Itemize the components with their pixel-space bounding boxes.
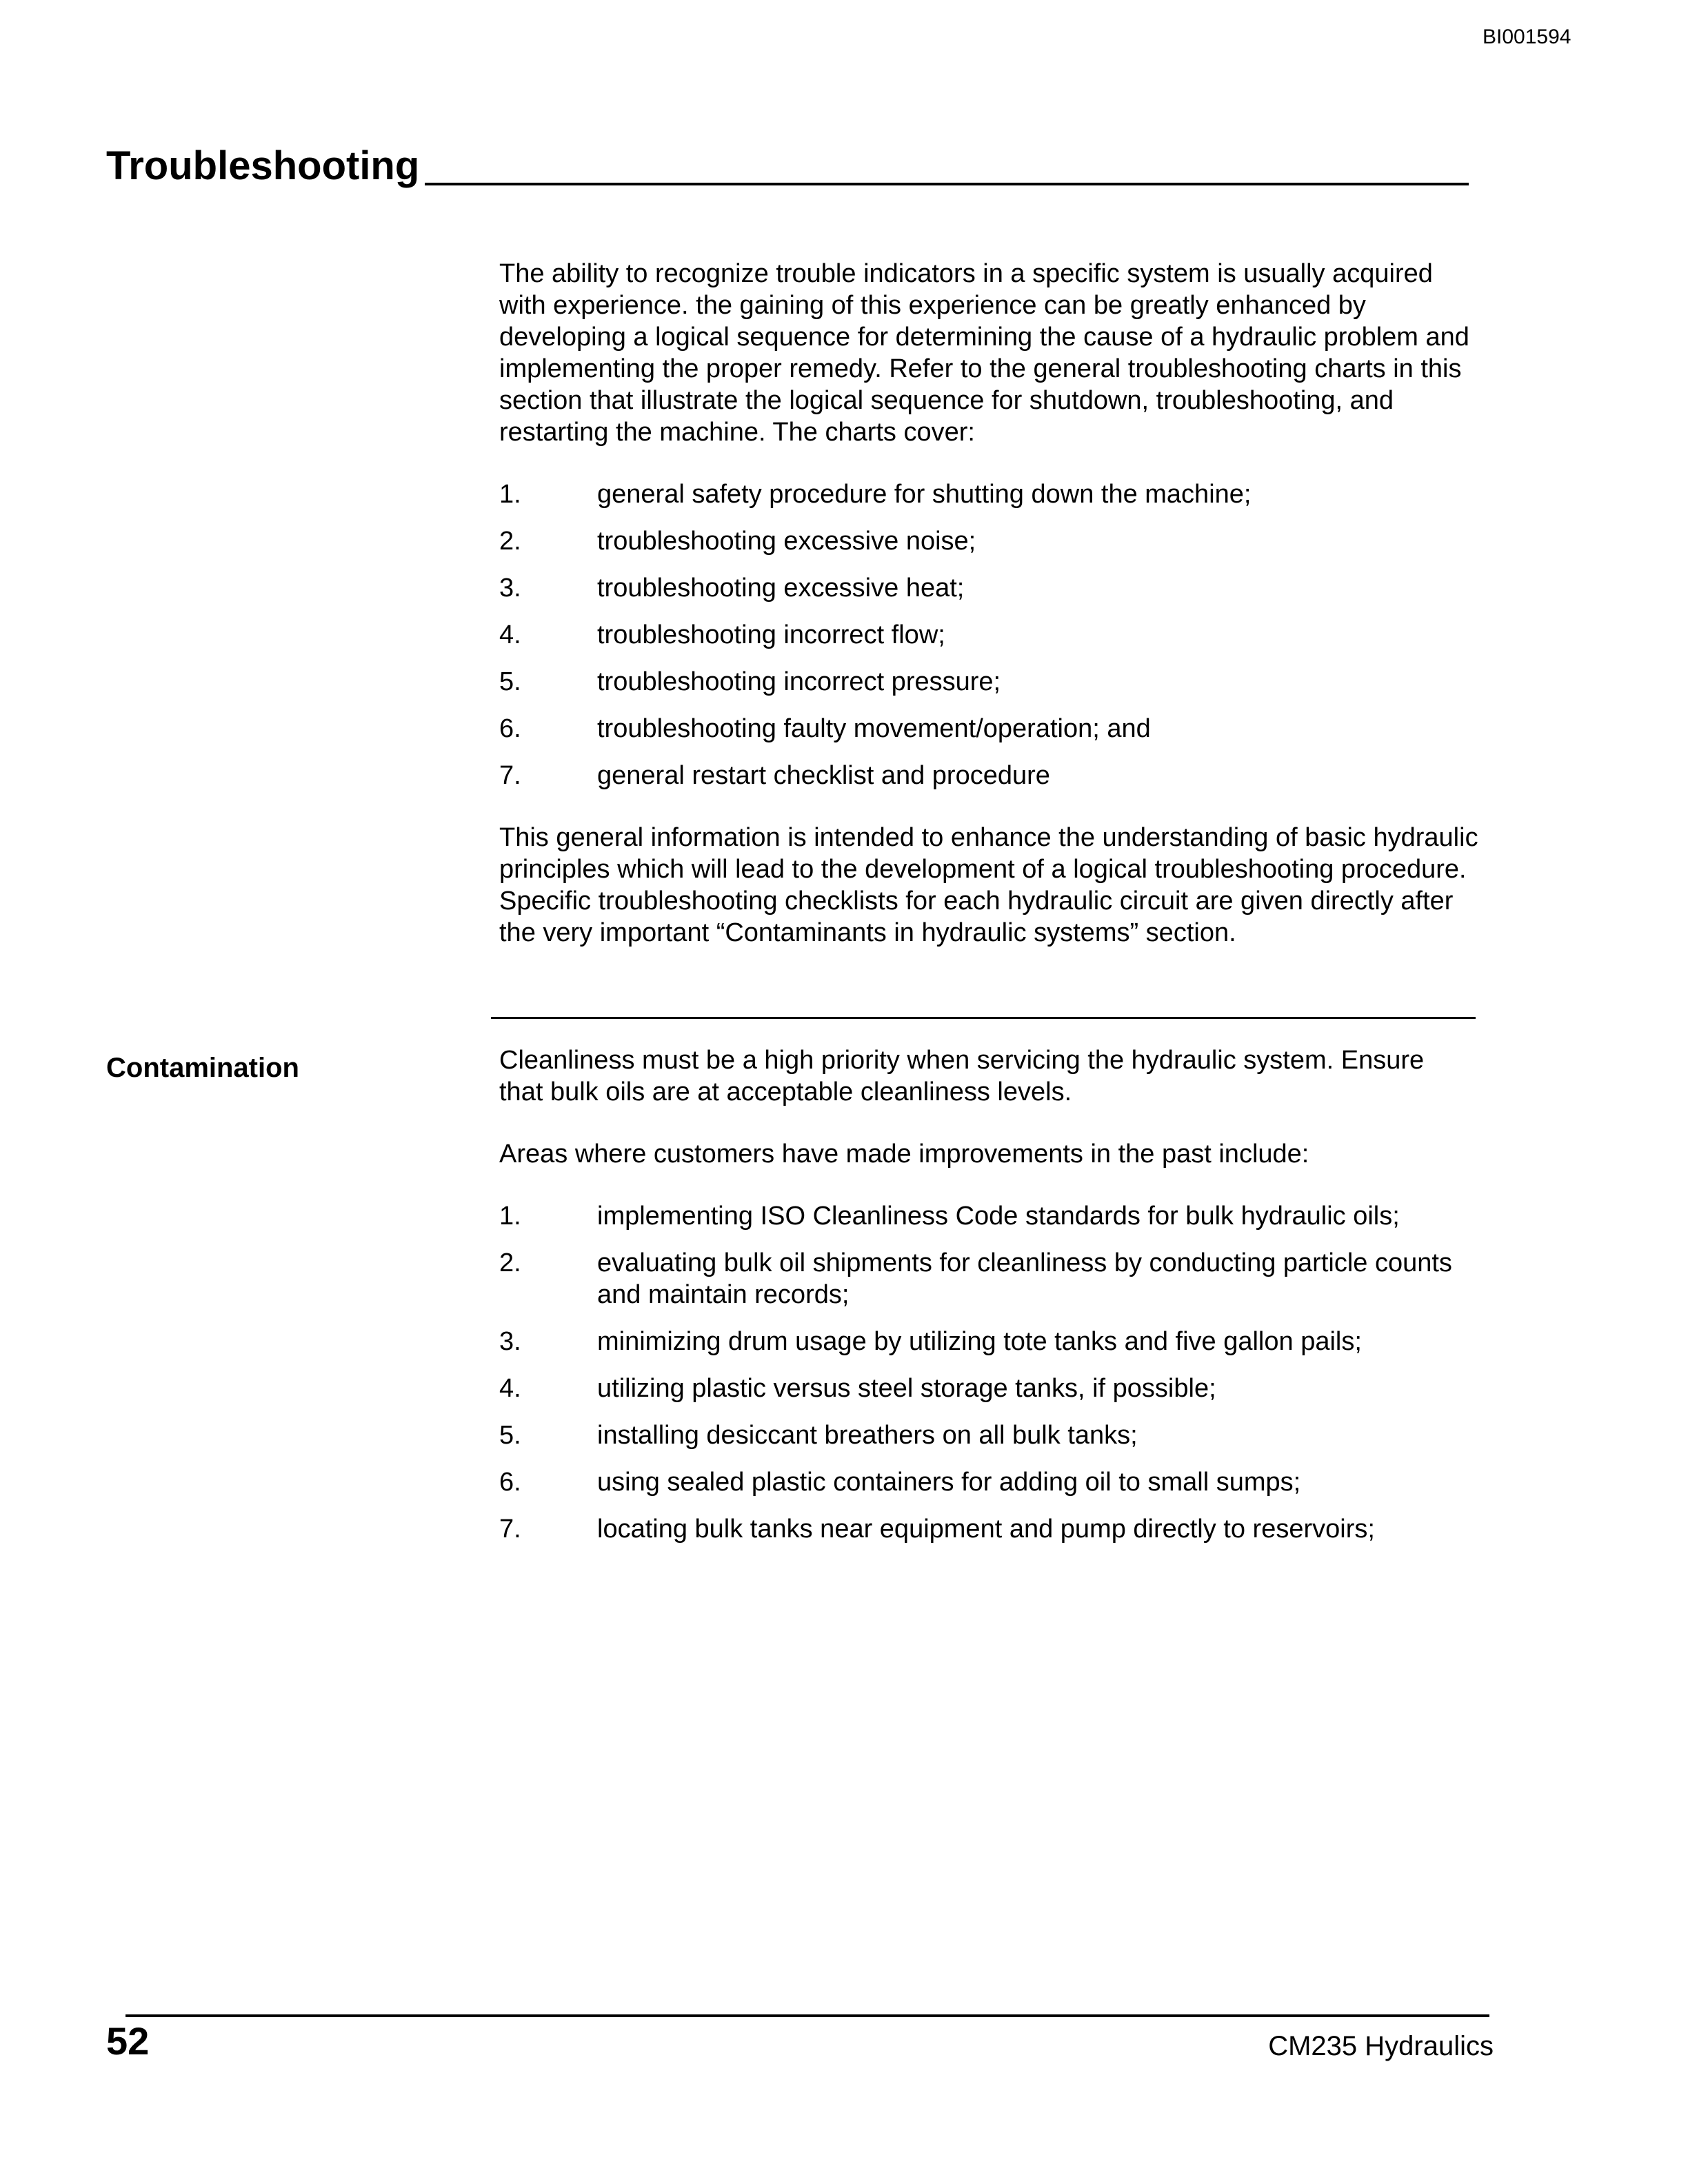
title-rule bbox=[425, 183, 1469, 185]
intro-section bbox=[499, 258, 1478, 949]
list-item-text: troubleshooting incorrect flow; bbox=[597, 620, 945, 649]
list-item bbox=[499, 619, 1478, 651]
list-item-number: 6. bbox=[499, 1468, 521, 1497]
intro-closing-paragraph: This general information is intended to enhance the understanding of basic hydraulic principles which will lead to the development of a logical troubleshooting procedure. Specific troubleshooting checklists for each hydraulic circuit are given directly after the very important “Contaminants in hydraulic systems” section. bbox=[499, 823, 1478, 947]
list-item-number: 1. bbox=[499, 1202, 521, 1231]
list-item-number: 3. bbox=[499, 574, 521, 603]
list-item-number: 6. bbox=[499, 714, 521, 743]
document-id: BI001594 bbox=[1483, 26, 1571, 48]
list-item-number: 1. bbox=[499, 480, 521, 509]
list-item bbox=[499, 666, 1478, 698]
list-item bbox=[499, 1513, 1465, 1545]
list-item bbox=[499, 1200, 1465, 1232]
list-item-text: troubleshooting excessive heat; bbox=[597, 574, 965, 603]
list-item bbox=[499, 1373, 1465, 1404]
list-item-text: installing desiccant breathers on all bulk tanks; bbox=[597, 1421, 1138, 1450]
list-item-text: troubleshooting faulty movement/operation; and bbox=[597, 714, 1151, 743]
list-item-text: locating bulk tanks near equipment and pump directly to reservoirs; bbox=[597, 1515, 1375, 1544]
list-item-number: 2. bbox=[499, 527, 521, 556]
list-item bbox=[499, 525, 1478, 557]
list-item bbox=[499, 1247, 1465, 1311]
list-item bbox=[499, 478, 1478, 510]
list-item bbox=[499, 713, 1478, 745]
list-item-text: troubleshooting incorrect pressure; bbox=[597, 667, 1001, 696]
contamination-paragraph: Cleanliness must be a high priority when servicing the hydraulic system. Ensure that bulk oils are at acceptable cleanliness levels. bbox=[499, 1046, 1425, 1106]
list-item bbox=[499, 1419, 1465, 1451]
list-item-text: utilizing plastic versus steel storage tanks, if possible; bbox=[597, 1374, 1216, 1403]
list-item-number: 3. bbox=[499, 1327, 521, 1356]
list-item-number: 2. bbox=[499, 1248, 521, 1277]
section-heading-contamination: Contamination bbox=[106, 1053, 299, 1083]
improvements-list bbox=[499, 1200, 1465, 1545]
list-item bbox=[499, 1466, 1465, 1498]
page-number: 52 bbox=[106, 2019, 150, 2063]
list-item-number: 5. bbox=[499, 667, 521, 696]
list-item-text: evaluating bulk oil shipments for cleanliness by conducting particle counts and maintain records; bbox=[597, 1248, 1452, 1309]
list-item-text: general restart checklist and procedure bbox=[597, 761, 1050, 790]
list-item bbox=[499, 1326, 1465, 1357]
footer-document-title: CM235 Hydraulics bbox=[1268, 2031, 1494, 2061]
list-item-text: implementing ISO Cleanliness Code standards for bulk hydraulic oils; bbox=[597, 1202, 1400, 1231]
list-item-text: troubleshooting excessive noise; bbox=[597, 527, 976, 556]
list-item bbox=[499, 572, 1478, 604]
section-divider bbox=[491, 1017, 1476, 1019]
list-item-text: using sealed plastic containers for adding oil to small sumps; bbox=[597, 1468, 1301, 1497]
page-title: Troubleshooting bbox=[106, 143, 420, 188]
contamination-intro-line: Areas where customers have made improvements in the past include: bbox=[499, 1140, 1309, 1169]
footer-rule bbox=[125, 2014, 1489, 2017]
list-item-number: 4. bbox=[499, 620, 521, 649]
list-item bbox=[499, 760, 1478, 791]
list-item-number: 7. bbox=[499, 761, 521, 790]
contamination-section bbox=[499, 1044, 1465, 1545]
list-item-text: general safety procedure for shutting down the machine; bbox=[597, 480, 1252, 509]
intro-paragraph: The ability to recognize trouble indicators in a specific system is usually acquired with experience. the gaining of this experience can be greatly enhanced by developing a logical sequence for determining the cause of a hydraulic problem and implementing the proper remedy. Refer to the general troubleshooting charts in this section that illustrate the logical sequence for shutdown, troubleshooting, and restarting the machine. The charts cover: bbox=[499, 259, 1469, 447]
list-item-number: 7. bbox=[499, 1515, 521, 1544]
list-item-number: 5. bbox=[499, 1421, 521, 1450]
charts-list bbox=[499, 478, 1478, 791]
list-item-number: 4. bbox=[499, 1374, 521, 1403]
list-item-text: minimizing drum usage by utilizing tote tanks and five gallon pails; bbox=[597, 1327, 1362, 1356]
